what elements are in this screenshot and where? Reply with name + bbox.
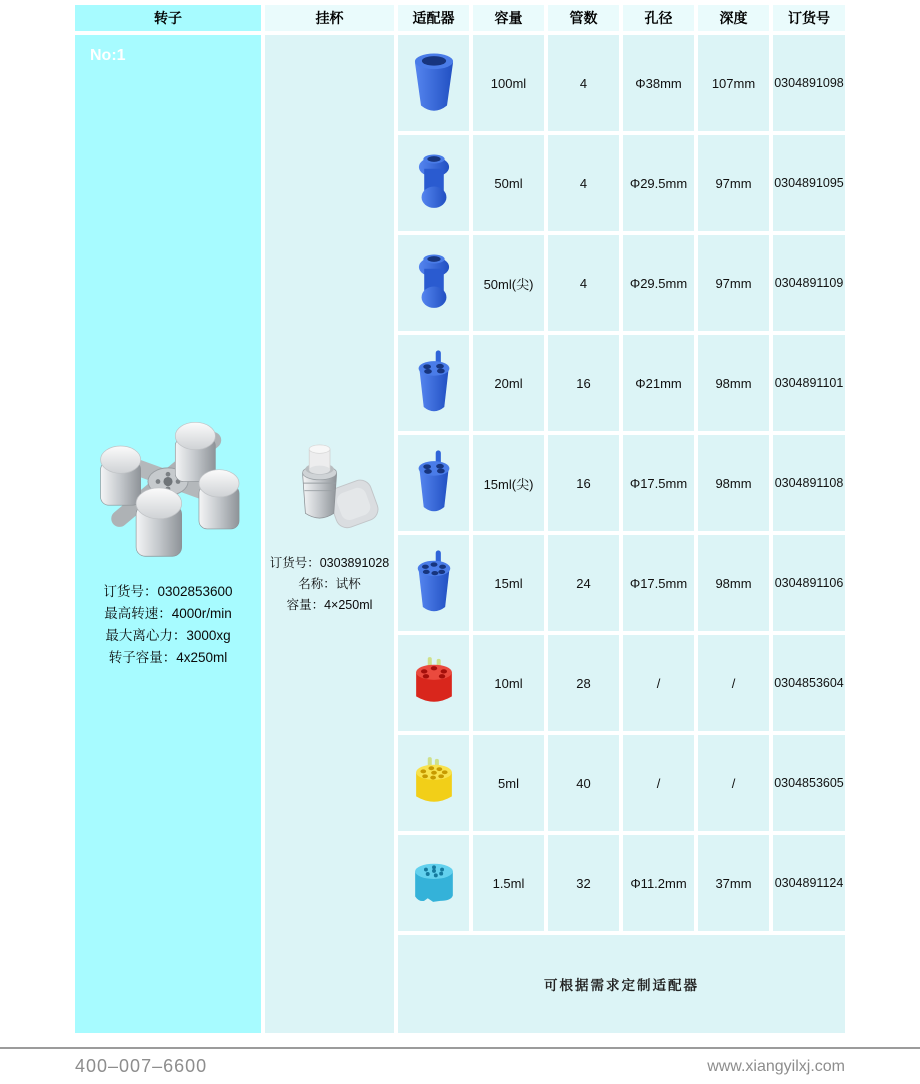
adapter-image-cell bbox=[398, 335, 469, 431]
rotor-image bbox=[86, 407, 250, 567]
column-header-rotor: 转子 bbox=[75, 5, 261, 31]
column-header-tubes: 管数 bbox=[548, 5, 619, 31]
capacity-cell: 20ml bbox=[473, 335, 544, 431]
adapter-image-cell bbox=[398, 135, 469, 231]
bore-cell: Φ17.5mm bbox=[623, 435, 694, 531]
blue-spool-adapter-icon bbox=[412, 251, 456, 315]
footer-divider bbox=[0, 1047, 920, 1049]
custom-adapter-note: 可根据需求定制适配器 bbox=[398, 935, 845, 1033]
adapter-image-cell bbox=[398, 435, 469, 531]
order-number-cell: 0304891095 bbox=[773, 135, 845, 231]
bucket-capacity: 容量：4×250ml bbox=[286, 598, 373, 612]
column-header-capacity: 容量 bbox=[473, 5, 544, 31]
adapter-image-cell bbox=[398, 235, 469, 331]
column-header-depth: 深度 bbox=[698, 5, 769, 31]
order-number-cell: 0304891108 bbox=[773, 435, 845, 531]
blue-six-hole-adapter-icon bbox=[409, 547, 459, 619]
bore-cell: Φ38mm bbox=[623, 35, 694, 131]
red-cylinder-adapter-icon bbox=[409, 653, 459, 713]
tubes-cell: 16 bbox=[548, 435, 619, 531]
bucket-order-number: 订货号：0303891028 bbox=[269, 556, 390, 570]
adapter-image-cell bbox=[398, 35, 469, 131]
rotor-specs bbox=[75, 581, 261, 669]
depth-cell: 107mm bbox=[698, 35, 769, 131]
rotor-capacity: 转子容量：4x250ml bbox=[108, 650, 228, 665]
footer-website: www.xiangyilxj.com bbox=[707, 1058, 845, 1075]
tubes-cell: 4 bbox=[548, 235, 619, 331]
depth-cell: 37mm bbox=[698, 835, 769, 931]
order-number-cell: 0304891101 bbox=[773, 335, 845, 431]
adapter-image-cell bbox=[398, 635, 469, 731]
order-number-cell: 0304853605 bbox=[773, 735, 845, 831]
order-number-cell: 0304853604 bbox=[773, 635, 845, 731]
bore-cell: / bbox=[623, 635, 694, 731]
yellow-cylinder-adapter-icon bbox=[409, 753, 459, 813]
bucket-specs bbox=[265, 553, 394, 616]
bore-cell: Φ29.5mm bbox=[623, 135, 694, 231]
blue-four-hole-adapter-icon bbox=[409, 447, 459, 519]
order-number-cell: 0304891109 bbox=[773, 235, 845, 331]
capacity-cell: 15ml bbox=[473, 535, 544, 631]
adapter-image-cell bbox=[398, 535, 469, 631]
capacity-cell: 50ml(尖) bbox=[473, 235, 544, 331]
tubes-cell: 4 bbox=[548, 35, 619, 131]
depth-cell: 97mm bbox=[698, 235, 769, 331]
depth-cell: 98mm bbox=[698, 535, 769, 631]
tubes-cell: 32 bbox=[548, 835, 619, 931]
order-number-cell: 0304891106 bbox=[773, 535, 845, 631]
capacity-cell: 5ml bbox=[473, 735, 544, 831]
adapter-image-cell bbox=[398, 835, 469, 931]
rotor-order-number: 订货号：0302853600 bbox=[103, 584, 233, 599]
spec-table bbox=[75, 5, 845, 1033]
tubes-cell: 28 bbox=[548, 635, 619, 731]
capacity-cell: 50ml bbox=[473, 135, 544, 231]
depth-cell: 97mm bbox=[698, 135, 769, 231]
rotor-number-label: No:1 bbox=[90, 47, 126, 64]
capacity-cell: 15ml(尖) bbox=[473, 435, 544, 531]
column-header-order: 订货号 bbox=[773, 5, 845, 31]
rotor-max-rcf: 最大离心力：3000xg bbox=[105, 628, 231, 643]
cyan-cylinder-adapter-icon bbox=[408, 857, 460, 909]
depth-cell: / bbox=[698, 735, 769, 831]
capacity-cell: 10ml bbox=[473, 635, 544, 731]
bucket-image bbox=[278, 433, 382, 537]
adapter-image-cell bbox=[398, 735, 469, 831]
blue-cup-adapter-icon bbox=[408, 48, 460, 118]
tubes-cell: 40 bbox=[548, 735, 619, 831]
depth-cell: 98mm bbox=[698, 435, 769, 531]
bucket-panel bbox=[265, 35, 394, 1033]
bore-cell: / bbox=[623, 735, 694, 831]
capacity-cell: 100ml bbox=[473, 35, 544, 131]
column-header-bore: 孔径 bbox=[623, 5, 694, 31]
bore-cell: Φ21mm bbox=[623, 335, 694, 431]
footer-phone: 400–007–6600 bbox=[75, 1056, 208, 1076]
capacity-cell: 1.5ml bbox=[473, 835, 544, 931]
rotor-max-speed: 最高转速：4000r/min bbox=[104, 606, 232, 621]
bore-cell: Φ29.5mm bbox=[623, 235, 694, 331]
tubes-cell: 24 bbox=[548, 535, 619, 631]
tubes-cell: 4 bbox=[548, 135, 619, 231]
depth-cell: / bbox=[698, 635, 769, 731]
column-header-adapter: 适配器 bbox=[398, 5, 469, 31]
bore-cell: Φ11.2mm bbox=[623, 835, 694, 931]
depth-cell: 98mm bbox=[698, 335, 769, 431]
column-header-bucket: 挂杯 bbox=[265, 5, 394, 31]
rotor-panel bbox=[75, 35, 261, 1033]
order-number-cell: 0304891098 bbox=[773, 35, 845, 131]
blue-spool-adapter-icon bbox=[412, 151, 456, 215]
bore-cell: Φ17.5mm bbox=[623, 535, 694, 631]
tubes-cell: 16 bbox=[548, 335, 619, 431]
bucket-name: 名称：试杯 bbox=[298, 577, 361, 591]
blue-four-hole-adapter-icon bbox=[409, 347, 459, 419]
order-number-cell: 0304891124 bbox=[773, 835, 845, 931]
